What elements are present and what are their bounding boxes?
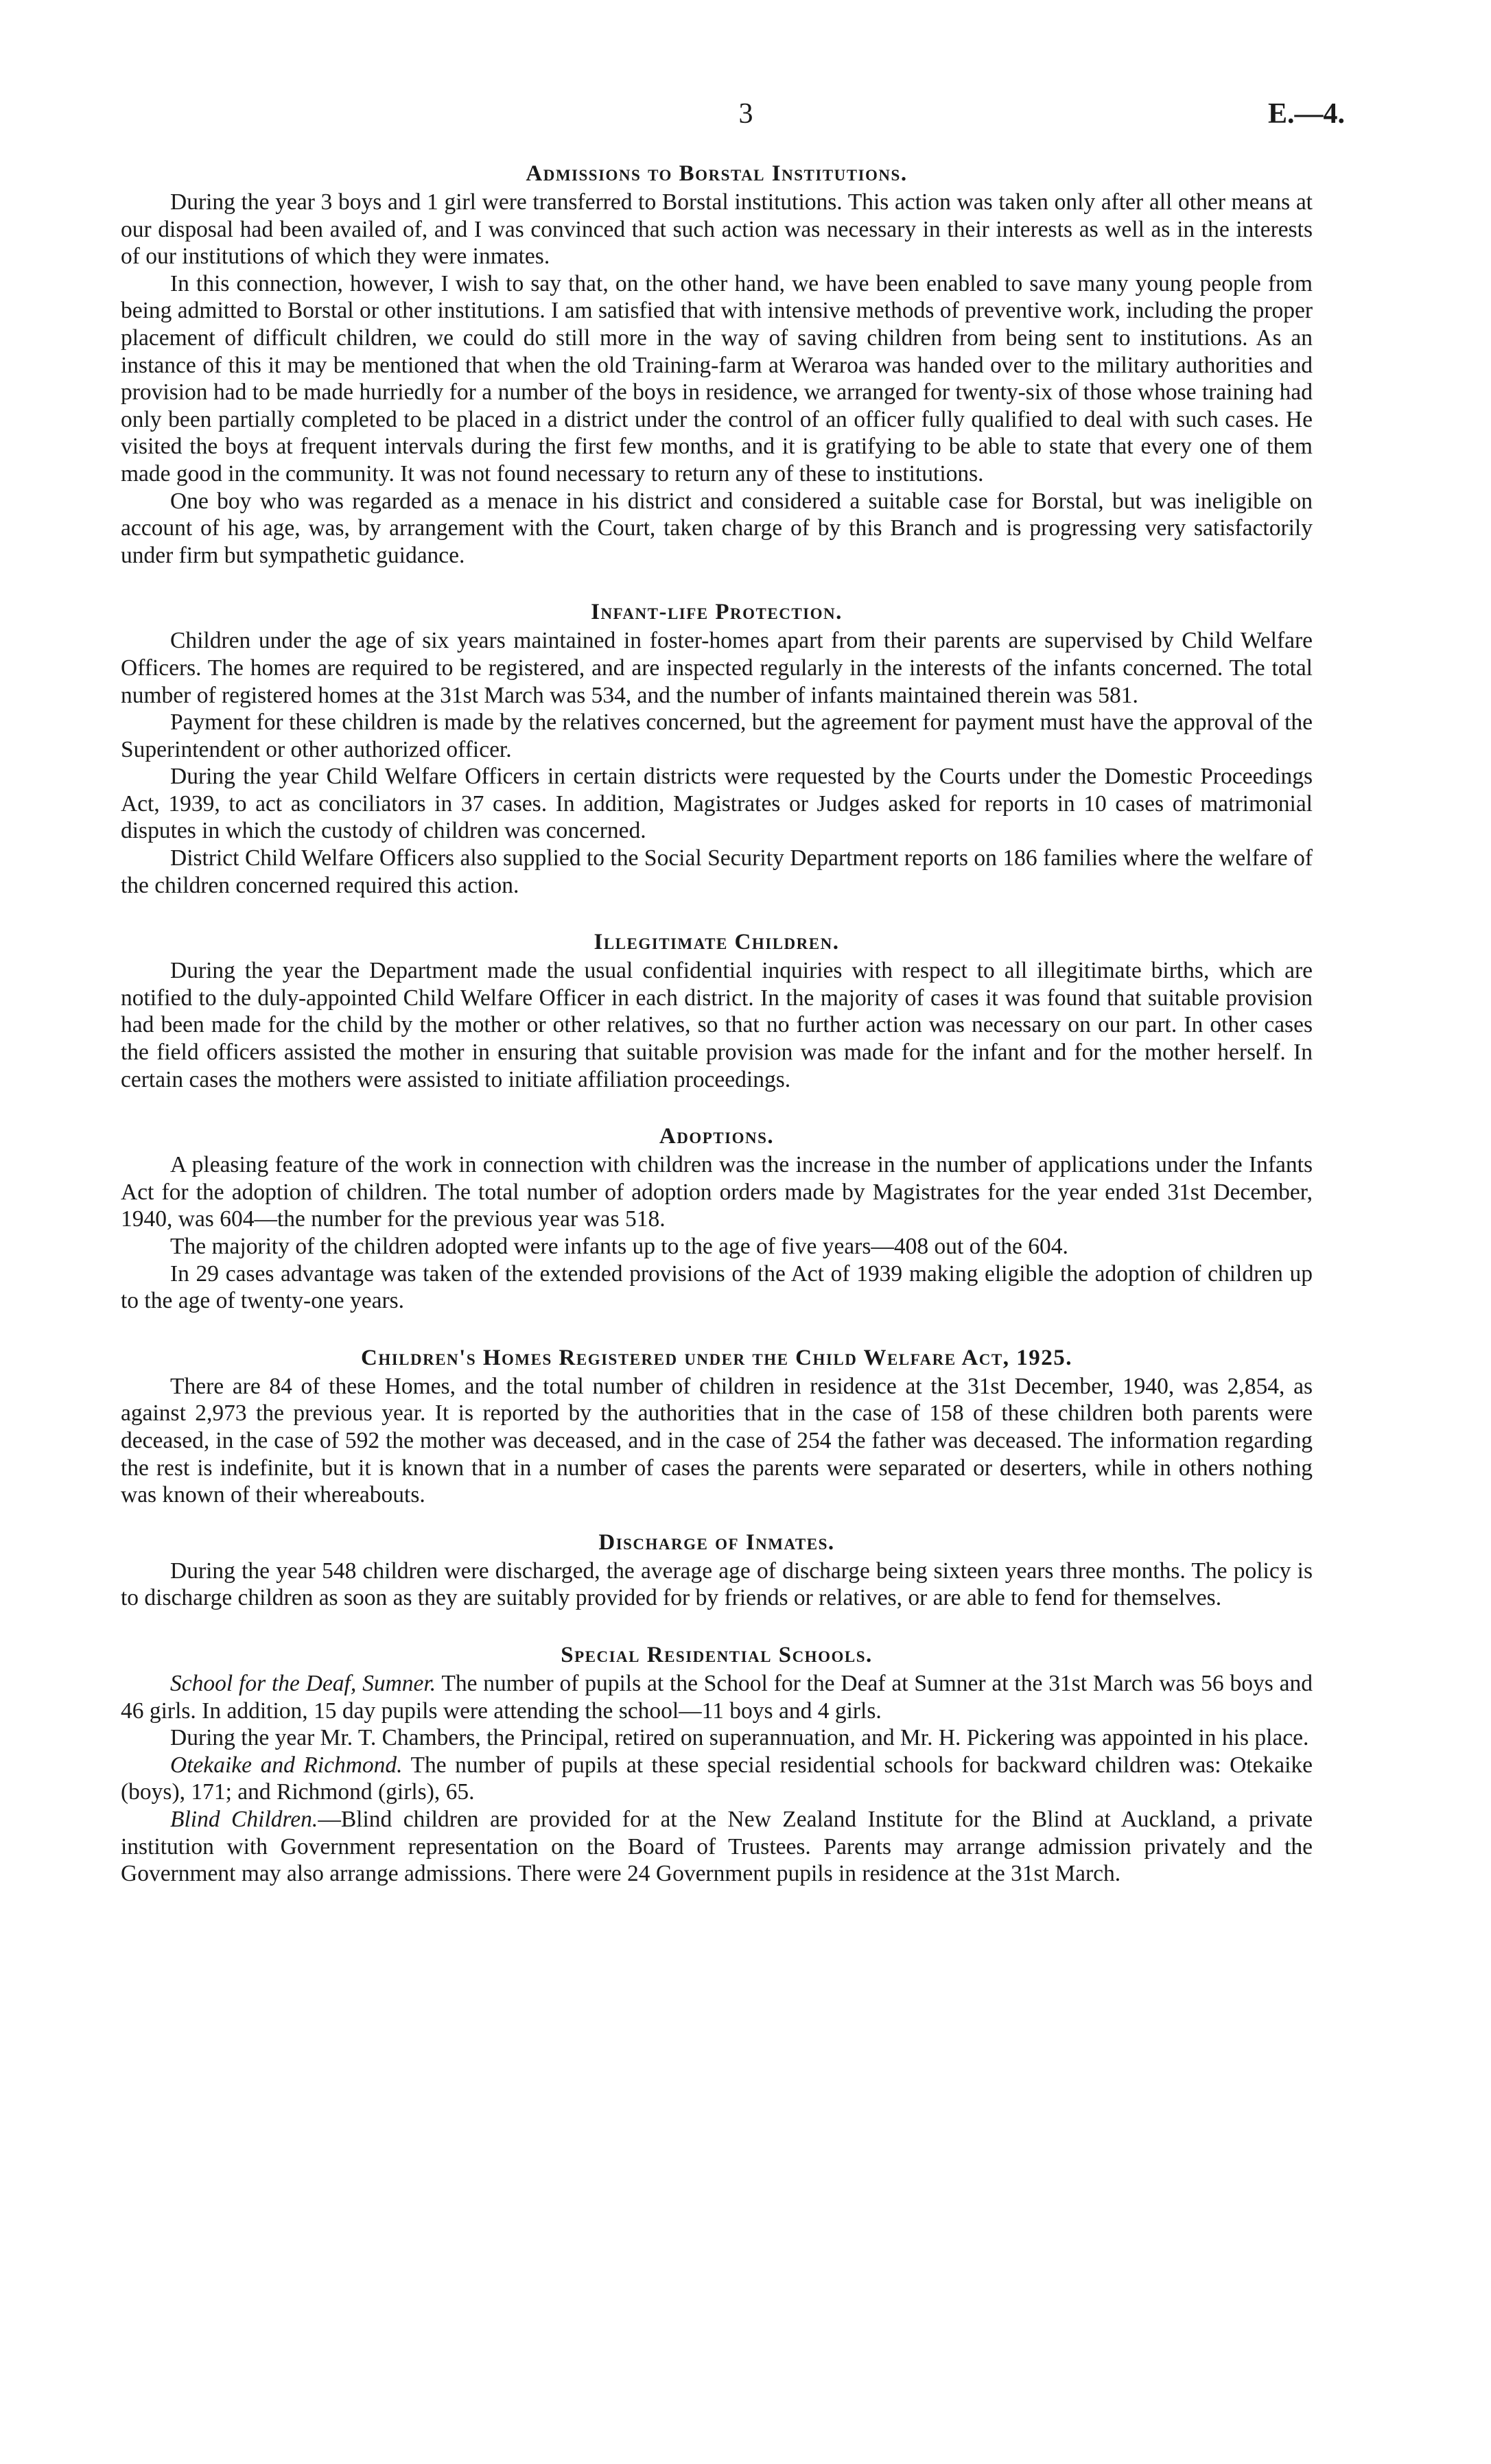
- section-illegitimate-children: [121, 928, 1313, 1093]
- paragraph-lead: School for the Deaf, Sumner.: [170, 1670, 436, 1696]
- paragraph: The majority of the children adopted were infants up to the age of five years—408 out of the 604.: [170, 1234, 1068, 1259]
- section-heading: Admissions to Borstal Institutions.: [526, 161, 908, 186]
- paragraph: In this connection, however, I wish to say that, on the other hand, we have been enabled to save many young people from being admitted to Borstal or other institutions. I am satisfied that with intensive methods of preventive work, including the proper placement of difficult children, we could do still more in the way of saving children from being sent to institutions. As an instance of this it may be mentioned that when the old Training-farm at Weraroa was handed over to the military authorities and provision had to be made hurriedly for a number of the boys in residence, we arranged for twenty-six of those whose training had only been partially completed to be placed in a district under the control of an officer fully qualified to deal with such cases. He visited the boys at frequent intervals during the first few months, and it is gratifying to be able to state that every one of them made good in the community. It was not found necessary to return any of these to institutions.: [121, 270, 1313, 486]
- paragraph: [121, 1752, 1313, 1806]
- section-infant-life-protection: [121, 598, 1313, 899]
- paragraph: A pleasing feature of the work in connection with children was the increase in the number of applications under the Infants Act for the adoption of children. The total number of adoption orders made by Magistrates for the year ended 31st December, 1940, was 604—the number for the previous year was 518.: [121, 1152, 1313, 1232]
- document-reference: E.—4.: [1267, 98, 1345, 130]
- section-discharge-of-inmates: [121, 1528, 1313, 1612]
- section-heading: Children's Homes Registered under the Child Welfare Act, 1925.: [360, 1345, 1072, 1370]
- report-body: [121, 159, 1313, 1888]
- paragraph: There are 84 of these Homes, and the total number of children in residence at the 31st December, 1940, was 2,854, as against 2,973 the previous year. It is reported by the authorities that in the case of 158 of these children both parents were deceased, in the case of 592 the mother was deceased, and in the case of 254 the father was deceased. The information regarding the rest is indefinite, but it is known that in a number of cases the parents were separated or deserters, while in others nothing was known of their whereabouts.: [121, 1373, 1313, 1508]
- paragraph: During the year Mr. T. Chambers, the Principal, retired on superannuation, and Mr. H. Pickering was appointed in his place.: [170, 1725, 1309, 1751]
- paragraph: In 29 cases advantage was taken of the extended provisions of the Act of 1939 making eligible the adoption of children up to the age of twenty-one years.: [121, 1260, 1313, 1314]
- paragraph: One boy who was regarded as a menace in his district and considered a suitable case for Borstal, but was ineligible on account of his age, was, by arrangement with the Court, taken charge of by this Branch and is progressing very satisfactorily under firm but sympathetic guidance.: [121, 488, 1313, 568]
- section-special-residential-schools: [121, 1641, 1313, 1888]
- paragraph-lead: Otekaike and Richmond.: [170, 1752, 403, 1778]
- section-heading: Special Residential Schools.: [561, 1642, 873, 1667]
- paragraph-lead: Blind Children.: [170, 1806, 318, 1832]
- section-heading: Discharge of Inmates.: [598, 1529, 835, 1555]
- paragraph: During the year 3 boys and 1 girl were transferred to Borstal institutions. This action was taken only after all other means at our disposal had been availed of, and I was convinced that such action was necessary in their interests as well as in the interests of our institutions of which they were inmates.: [121, 189, 1313, 270]
- paragraph-text: The number of pupils at these special residential schools for backward children was: Otekaike (boys), 171; and Richmond (girls), 65.: [121, 1752, 1313, 1805]
- section-borstal-admissions: [121, 159, 1313, 569]
- paragraph: Children under the age of six years maintained in foster-homes apart from their parents are supervised by Child Welfare Officers. The homes are required to be registered, and are inspected regularly in the interests of the infants concerned. The total number of registered homes at the 31st March was 534, and the number of infants maintained therein was 581.: [121, 628, 1313, 708]
- section-heading: Illegitimate Children.: [594, 930, 840, 955]
- paragraph: During the year Child Welfare Officers in certain districts were requested by the Courts under the Domestic Proceedings Act, 1939, to act as conciliators in 37 cases. In addition, Magistrates or Judges asked for reports in 10 cases of matrimonial disputes in which the custody of children was concerned.: [121, 764, 1313, 844]
- paragraph: District Child Welfare Officers also supplied to the Social Security Department reports on 186 families where the welfare of the children concerned required this action.: [121, 845, 1313, 898]
- paragraph-text: The number of pupils at the School for the Deaf at Sumner at the 31st March was 56 boys and 46 girls. In addition, 15 day pupils were attending the school—11 boys and 4 girls.: [121, 1670, 1313, 1724]
- section-heading: Adoptions.: [659, 1124, 775, 1149]
- section-heading: Infant-life Protection.: [591, 600, 843, 625]
- paragraph: During the year the Department made the usual confidential inquiries with respect to all illegitimate births, which are notified to the duly-appointed Child Welfare Officer in each district. In the majority of cases it was found that suitable provision had been made for the child by the mother or other relatives, so that no further action was necessary on our part. In other cases the field officers assisted the mother in ensuring that suitable provision was made for the infant and for the mother herself. In certain cases the mothers were assisted to initiate affiliation proceedings.: [121, 958, 1313, 1092]
- paragraph: [121, 1670, 1313, 1724]
- paragraph: During the year 548 children were discharged, the average age of discharge being sixteen years three months. The policy is to discharge children as soon as they are suitably provided for by friends or relatives, or are able to fend for themselves.: [121, 1558, 1313, 1611]
- page-header: [0, 97, 1491, 139]
- page-number: 3: [738, 98, 753, 130]
- section-adoptions: [121, 1122, 1313, 1315]
- section-childrens-homes: [121, 1344, 1313, 1509]
- paragraph: Payment for these children is made by the relatives concerned, but the agreement for payment must have the approval of the Superintendent or other authorized officer.: [121, 709, 1313, 762]
- paragraph-text: —Blind children are provided for at the New Zealand Institute for the Blind at Auckland, a private institution with Government representation on the Board of Trustees. Parents may arrange admission privately and the Government may also arrange admissions. There were 24 Government pupils in residence at the 31st March.: [121, 1806, 1313, 1887]
- paragraph: [121, 1806, 1313, 1888]
